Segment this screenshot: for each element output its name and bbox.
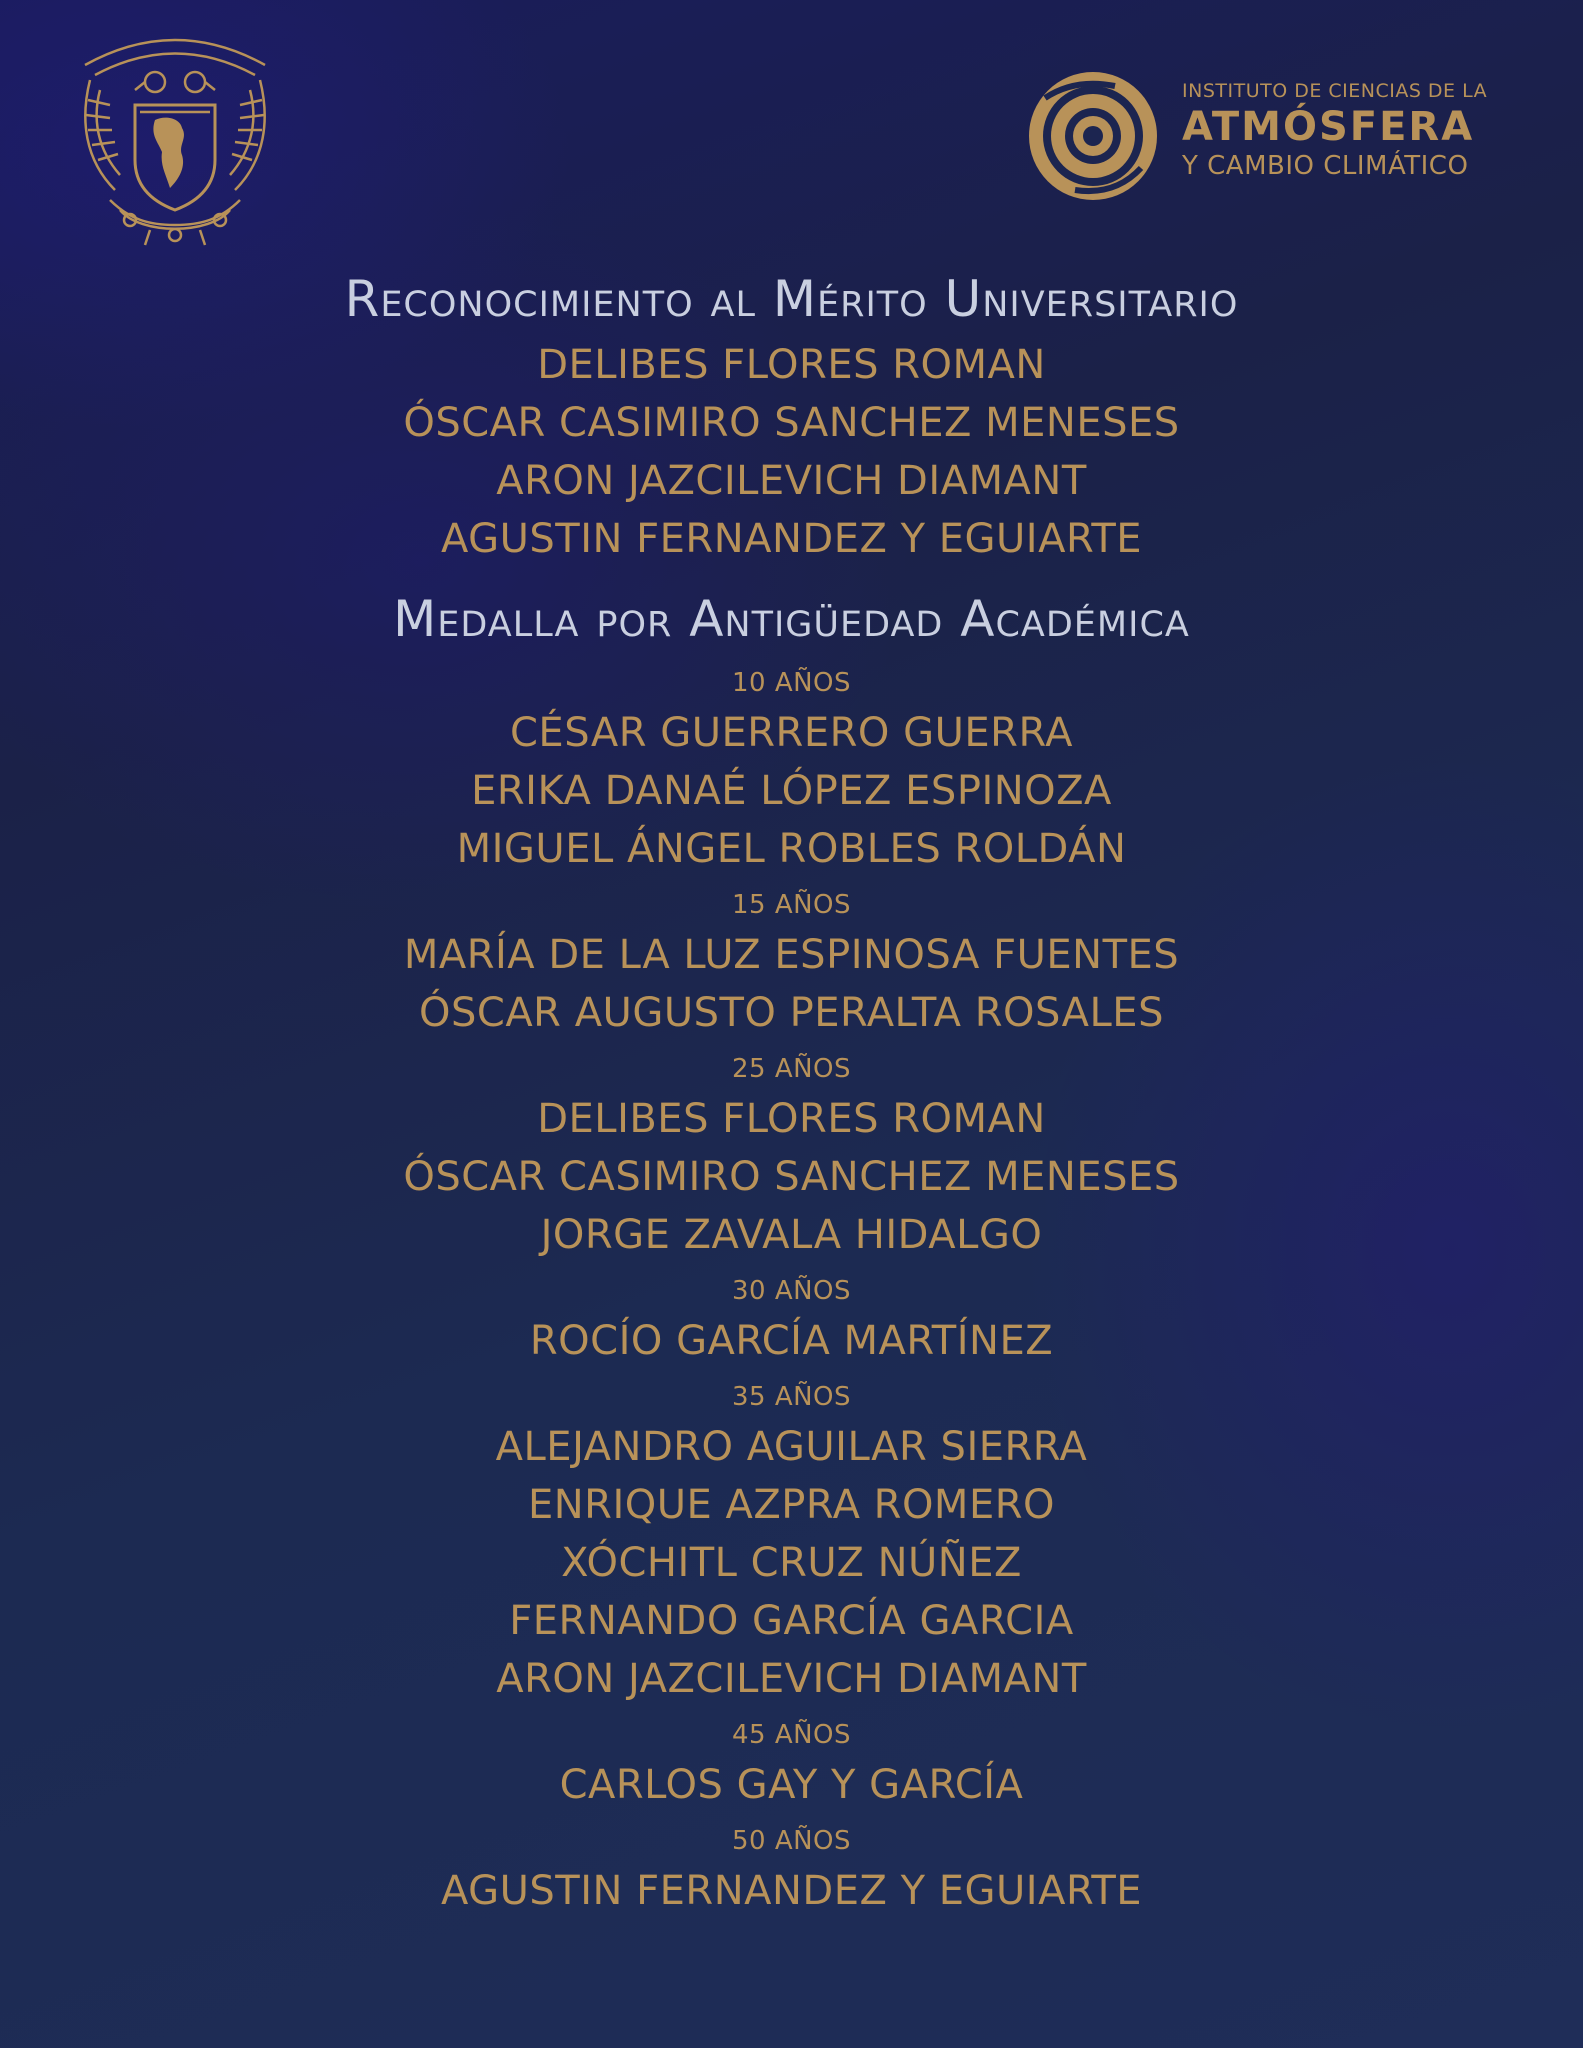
antiguedad-name: ÓSCAR AUGUSTO PERALTA ROSALES (419, 990, 1164, 1036)
institute-name-line2: ATMÓSFERA (1182, 104, 1475, 150)
institute-logo (1025, 65, 1545, 205)
years-label: 10 AÑOS (731, 668, 852, 698)
antiguedad-group (0, 1824, 1583, 1920)
antiguedad-group (0, 1274, 1583, 1370)
antiguedad-name: AGUSTIN FERNANDEZ Y EGUIARTE (440, 1868, 1143, 1914)
institute-emblem-icon (1025, 68, 1161, 204)
antiguedad-name: ARON JAZCILEVICH DIAMANT (496, 1656, 1087, 1702)
years-label: 30 AÑOS (731, 1276, 852, 1306)
antiguedad-name: JORGE ZAVALA HIDALGO (540, 1212, 1043, 1258)
merito-heading: Reconocimiento al Mérito Universitario (344, 270, 1239, 328)
antiguedad-name: CÉSAR GUERRERO GUERRA (510, 710, 1073, 756)
merito-name: AGUSTIN FERNANDEZ Y EGUIARTE (440, 516, 1143, 562)
antiguedad-name: ERIKA DANAÉ LÓPEZ ESPINOZA (471, 768, 1112, 814)
antiguedad-name: ALEJANDRO AGUILAR SIERRA (495, 1424, 1088, 1470)
antiguedad-group (0, 1718, 1583, 1814)
antiguedad-name: ENRIQUE AZPRA ROMERO (527, 1482, 1055, 1528)
unam-crest-logo (70, 20, 280, 250)
antiguedad-name: ÓSCAR CASIMIRO SANCHEZ MENESES (403, 1154, 1180, 1200)
institute-name-line3: Y CAMBIO CLIMÁTICO (1182, 151, 1469, 181)
antiguedad-group (0, 1380, 1583, 1708)
institute-name-line1: INSTITUTO DE CIENCIAS DE LA (1182, 80, 1488, 102)
antiguedad-groups (0, 666, 1583, 1920)
years-label: 45 AÑOS (731, 1720, 852, 1750)
antiguedad-heading: Medalla por Antigüedad Académica (393, 590, 1190, 648)
antiguedad-name: CARLOS GAY Y GARCÍA (559, 1762, 1024, 1808)
merito-name: ARON JAZCILEVICH DIAMANT (496, 458, 1087, 504)
years-label: 35 AÑOS (731, 1382, 852, 1412)
years-label: 50 AÑOS (731, 1826, 852, 1856)
merito-name: DELIBES FLORES ROMAN (537, 342, 1046, 388)
years-label: 15 AÑOS (731, 890, 852, 920)
years-label: 25 AÑOS (731, 1054, 852, 1084)
antiguedad-group (0, 1052, 1583, 1264)
antiguedad-name: ROCÍO GARCÍA MARTÍNEZ (529, 1318, 1054, 1364)
merito-list (0, 336, 1583, 568)
antiguedad-name: MIGUEL ÁNGEL ROBLES ROLDÁN (456, 826, 1127, 872)
antiguedad-group (0, 888, 1583, 1042)
antiguedad-group (0, 666, 1583, 878)
antiguedad-name: DELIBES FLORES ROMAN (537, 1096, 1046, 1142)
antiguedad-name: FERNANDO GARCÍA GARCIA (509, 1598, 1074, 1644)
antiguedad-name: XÓCHITL CRUZ NÚÑEZ (561, 1540, 1022, 1586)
main-content (0, 262, 1583, 1920)
merito-name: ÓSCAR CASIMIRO SANCHEZ MENESES (403, 400, 1180, 446)
antiguedad-name: MARÍA DE LA LUZ ESPINOSA FUENTES (403, 932, 1180, 978)
